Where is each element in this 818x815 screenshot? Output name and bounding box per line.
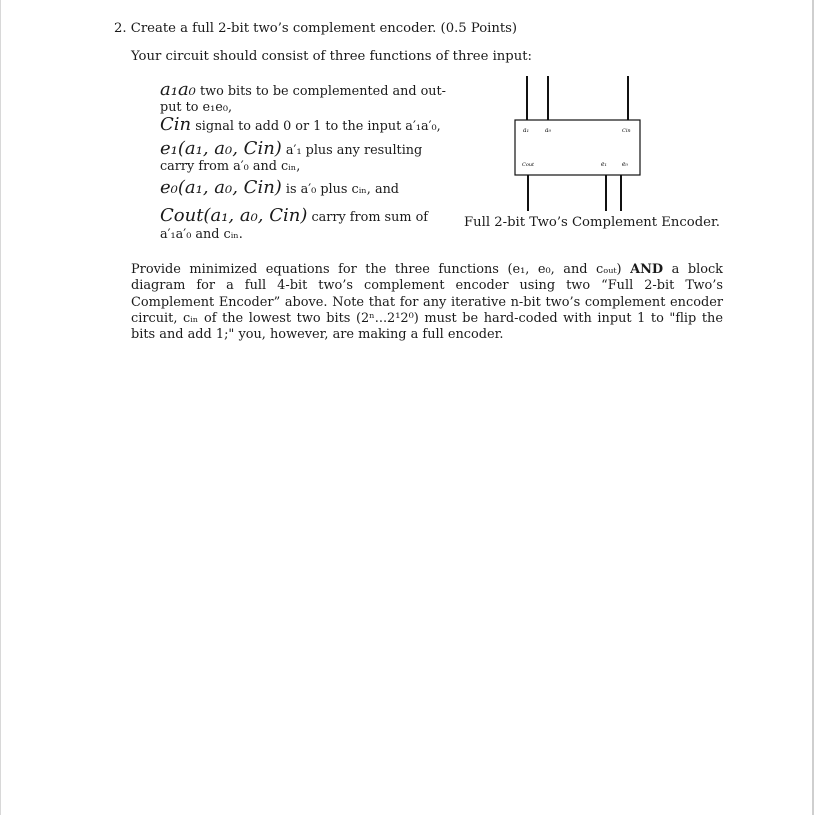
item-a-inputs-cont [160,100,232,115]
a-description-line2: put to e₁e₀, [160,100,233,115]
cin-symbol: Cin [160,114,192,135]
label-a1: a₁ [523,127,529,134]
diagram-caption: Full 2-bit Two’s Complement Encoder. [464,215,721,230]
cin-description: signal to add 0 or 1 to the input a′₁a′₀, [195,119,441,134]
a-symbol: a₁a₀ [160,79,196,100]
e1-description-line2: carry from a′₀ and cᵢₙ, [160,159,301,174]
question-title: 2. Create a full 2-bit two’s complement encoder. (0.5 Points) [114,21,518,36]
cout-description-line1: carry from sum of [311,210,429,225]
instructions-paragraph [131,262,723,343]
item-e1 [160,138,423,159]
label-a0: a₀ [545,127,551,134]
paragraph-part2: a block diagram for a full 4-bit two’s complement encoder using two “Full 2-bit Two’s Complement Encoder” above. Note that for any iterative n-bit two’s complement encoder circuit, cᵢₙ of the lowest two bits (2ⁿ...2¹2⁰) must be hard-coded with input 1 to "flip the bits and add 1;" you, however, are making a full encoder. [131,262,723,343]
e1-symbol: e₁(a₁, a₀, Cin) [160,138,282,159]
label-cout: Cout [522,162,535,168]
e0-symbol: e₀(a₁, a₀, Cin) [160,177,282,198]
cout-description-line2: a′₁a′₀ and cᵢₙ. [160,227,243,242]
label-e1: e₁ [601,161,607,168]
page-left-border [0,0,1,815]
item-a-inputs [160,79,446,100]
paragraph-part1: Provide minimized equations for the three functions (e₁, e₀, and cₒᵤₜ) [131,262,622,277]
a-description-line1: two bits to be complemented and out- [199,84,446,99]
item-cout [160,205,429,226]
item-e0 [160,177,400,198]
cout-symbol: Cout(a₁, a₀, Cin) [160,205,308,226]
question-intro: Your circuit should consist of three functions of three input: [131,49,532,64]
label-cin: Cin [622,128,631,134]
encoder-block-diagram [480,70,680,220]
item-cin [160,114,441,135]
item-e1-cont [160,159,300,174]
item-cout-cont [160,227,243,242]
paragraph-and-emphasis: AND [630,262,664,277]
e1-description-line1: a′₁ plus any resulting [285,143,423,158]
e0-description: is a′₀ plus cᵢₙ, and [285,182,400,197]
label-e0: e₀ [622,161,628,168]
